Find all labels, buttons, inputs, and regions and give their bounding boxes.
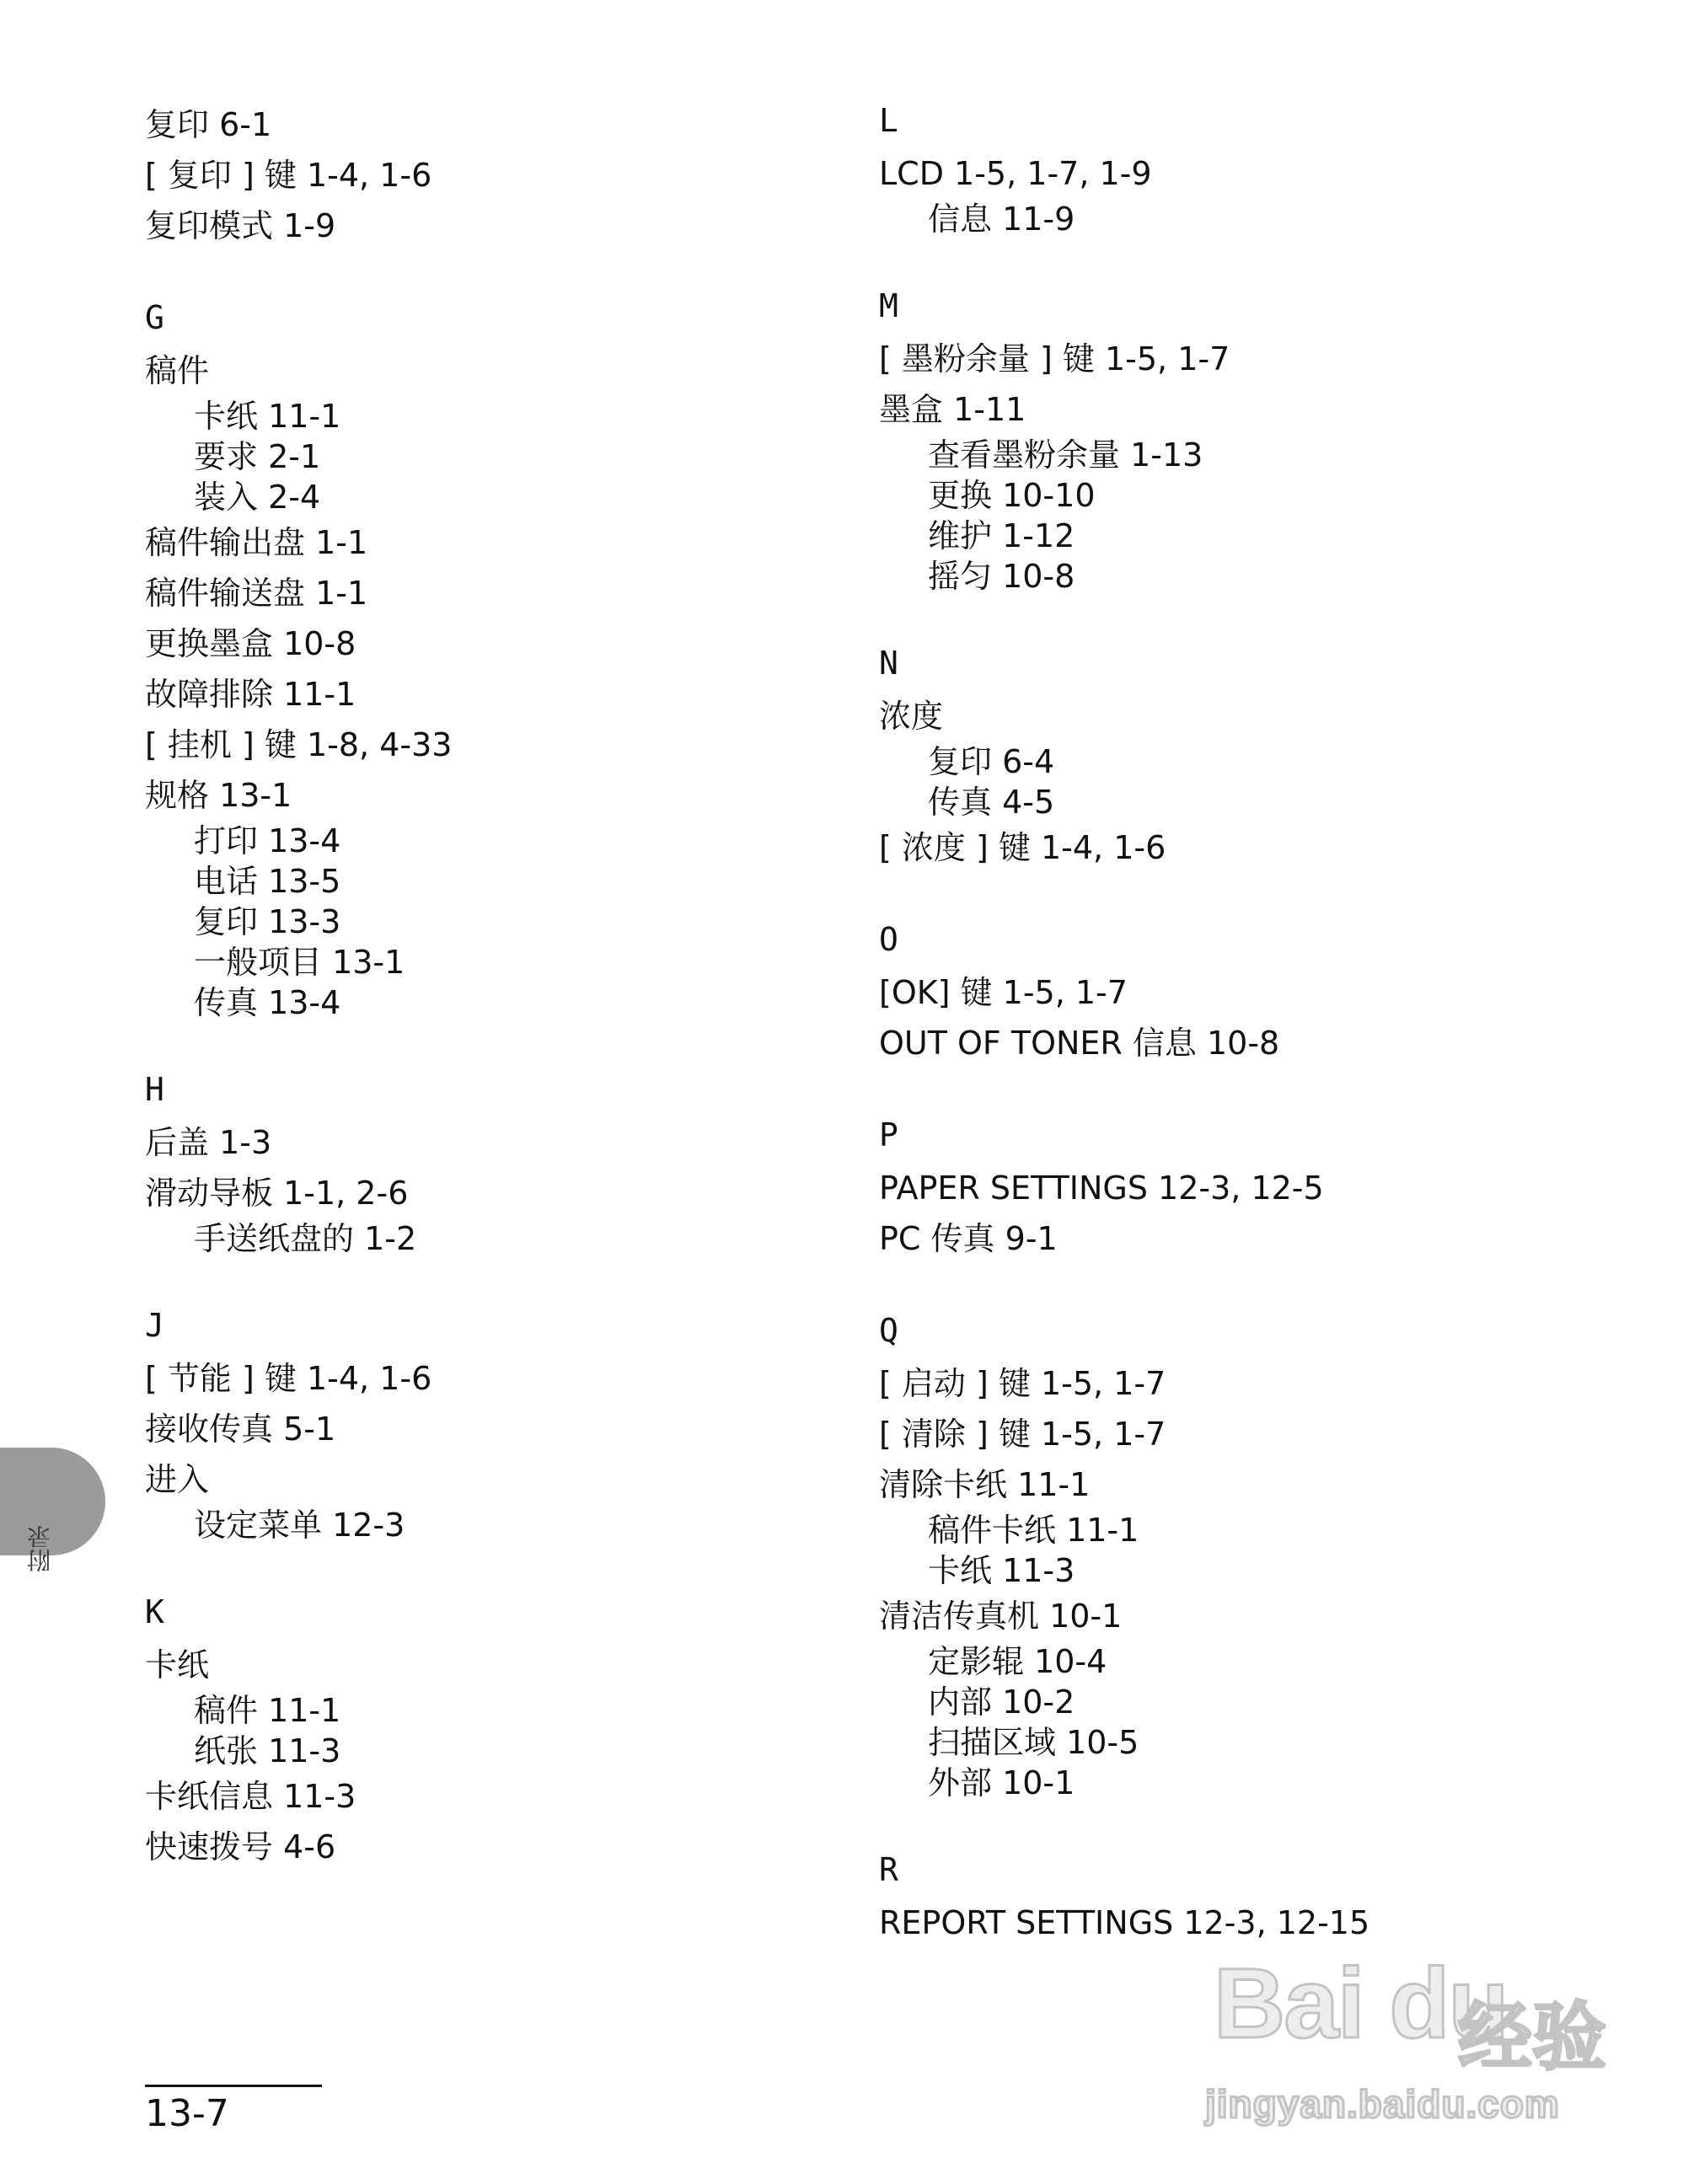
section-letter: N bbox=[879, 645, 898, 682]
index-entry: PAPER SETTINGS 12-3, 12-5 bbox=[879, 1170, 1324, 1207]
index-subentry: 查看墨粉余量 1-13 bbox=[928, 436, 1203, 474]
index-column-left bbox=[145, 99, 836, 1918]
section-letter: J bbox=[145, 1307, 164, 1344]
index-section bbox=[145, 297, 836, 1023]
index-entry: 稿件输送盘 1-1 bbox=[145, 575, 368, 612]
index-subentry: 更换 10-10 bbox=[928, 477, 1096, 514]
index-section bbox=[879, 918, 1621, 1068]
index-entry: 清除卡纸 11-1 bbox=[879, 1466, 1091, 1503]
index-section bbox=[879, 642, 1621, 873]
index-subentry: 装入 2-4 bbox=[194, 479, 321, 516]
footer-rule bbox=[145, 2085, 322, 2087]
index-entry: 复印模式 1-9 bbox=[145, 207, 336, 244]
section-letter: H bbox=[145, 1071, 164, 1108]
index-section bbox=[145, 1304, 836, 1545]
index-subentry: 复印 13-3 bbox=[194, 903, 341, 940]
index-entry: 卡纸 bbox=[145, 1646, 210, 1684]
index-subentry: 卡纸 11-1 bbox=[194, 398, 341, 435]
index-entry: 故障排除 11-1 bbox=[145, 676, 356, 713]
index-entry: [ 浓度 ] 键 1-4, 1-6 bbox=[879, 829, 1166, 866]
section-letter: M bbox=[879, 287, 898, 324]
index-entry: [ 挂机 ] 键 1-8, 4-33 bbox=[145, 726, 453, 763]
index-entry: [ 墨粉余量 ] 键 1-5, 1-7 bbox=[879, 340, 1230, 377]
index-section bbox=[879, 99, 1621, 239]
index-subentry: 扫描区域 10-5 bbox=[928, 1724, 1139, 1761]
index-subentry: 稿件卡纸 11-1 bbox=[928, 1512, 1139, 1549]
index-entry: [ 节能 ] 键 1-4, 1-6 bbox=[145, 1360, 432, 1397]
section-letter: K bbox=[145, 1593, 164, 1630]
index-section bbox=[145, 99, 836, 251]
index-subentry: 要求 2-1 bbox=[194, 438, 321, 475]
baidu-watermark bbox=[1205, 1913, 1643, 2165]
index-entry: [ 清除 ] 键 1-5, 1-7 bbox=[879, 1416, 1166, 1453]
index-subentry: 设定菜单 12-3 bbox=[194, 1507, 405, 1544]
index-entry: 接收传真 5-1 bbox=[145, 1410, 336, 1448]
index-entry: PC 传真 9-1 bbox=[879, 1220, 1058, 1257]
section-letter: O bbox=[879, 921, 898, 958]
section-letter: G bbox=[145, 299, 164, 336]
watermark-url: jingyan.baidu.com bbox=[1205, 2082, 1560, 2126]
index-section bbox=[879, 1309, 1621, 1803]
index-subentry: 电话 13-5 bbox=[194, 863, 341, 900]
section-letter: L bbox=[879, 102, 898, 139]
index-entry: 浓度 bbox=[879, 698, 944, 735]
index-entry: 滑动导板 1-1, 2-6 bbox=[145, 1175, 409, 1212]
index-entry: [OK] 键 1-5, 1-7 bbox=[879, 974, 1128, 1011]
section-letter: Q bbox=[879, 1312, 898, 1349]
section-letter: P bbox=[879, 1116, 898, 1154]
index-subentry: 传真 4-5 bbox=[928, 784, 1055, 821]
index-subentry: 内部 10-2 bbox=[928, 1684, 1075, 1721]
index-subentry: 信息 11-9 bbox=[928, 201, 1075, 238]
index-section bbox=[145, 1591, 836, 1872]
index-subentry: 维护 1-12 bbox=[928, 517, 1075, 554]
index-subentry: 外部 10-1 bbox=[928, 1764, 1075, 1801]
appendix-tab-label: 附录 bbox=[26, 1525, 54, 1572]
index-entry: [ 启动 ] 键 1-5, 1-7 bbox=[879, 1365, 1166, 1402]
index-subentry: 定影辊 10-4 bbox=[928, 1643, 1107, 1680]
index-subentry: 摇匀 10-8 bbox=[928, 558, 1075, 595]
index-entry: 清洁传真机 10-1 bbox=[879, 1598, 1123, 1635]
index-subentry: 手送纸盘的 1-2 bbox=[194, 1220, 417, 1257]
index-subentry: 稿件 11-1 bbox=[194, 1692, 341, 1729]
index-entry: [ 复印 ] 键 1-4, 1-6 bbox=[145, 157, 432, 194]
index-entry: 进入 bbox=[145, 1461, 210, 1498]
index-section bbox=[879, 285, 1621, 597]
index-subentry: 复印 6-4 bbox=[928, 743, 1055, 780]
index-entry: 墨盒 1-11 bbox=[879, 391, 1026, 428]
watermark-brand: Bai du bbox=[1214, 1948, 1508, 2059]
index-entry: LCD 1-5, 1-7, 1-9 bbox=[879, 155, 1152, 192]
index-entry: 复印 6-1 bbox=[145, 106, 272, 143]
index-subentry: 一般项目 13-1 bbox=[194, 944, 405, 981]
index-section bbox=[145, 1068, 836, 1259]
index-column-right bbox=[879, 99, 1621, 1994]
page-number: 13-7 bbox=[145, 2092, 229, 2135]
index-entry: REPORT SETTINGS 12-3, 12-15 bbox=[879, 1904, 1370, 1941]
index-subentry: 打印 13-4 bbox=[194, 822, 341, 859]
index-section bbox=[879, 1114, 1621, 1264]
index-entry: 卡纸信息 11-3 bbox=[145, 1778, 356, 1815]
watermark-name: 经验 bbox=[1458, 1995, 1607, 2079]
index-entry: 更换墨盒 10-8 bbox=[145, 625, 356, 662]
section-letter: R bbox=[879, 1851, 898, 1888]
index-entry: 后盖 1-3 bbox=[145, 1124, 272, 1161]
index-entry: 规格 13-1 bbox=[145, 777, 292, 814]
index-subentry: 传真 13-4 bbox=[194, 984, 341, 1021]
index-entry: 稿件输出盘 1-1 bbox=[145, 524, 368, 561]
index-subentry: 纸张 11-3 bbox=[194, 1732, 341, 1769]
index-entry: OUT OF TONER 信息 10-8 bbox=[879, 1025, 1280, 1062]
index-entry: 快速拨号 4-6 bbox=[145, 1828, 336, 1866]
index-entry: 稿件 bbox=[145, 352, 210, 389]
index-subentry: 卡纸 11-3 bbox=[928, 1552, 1075, 1589]
